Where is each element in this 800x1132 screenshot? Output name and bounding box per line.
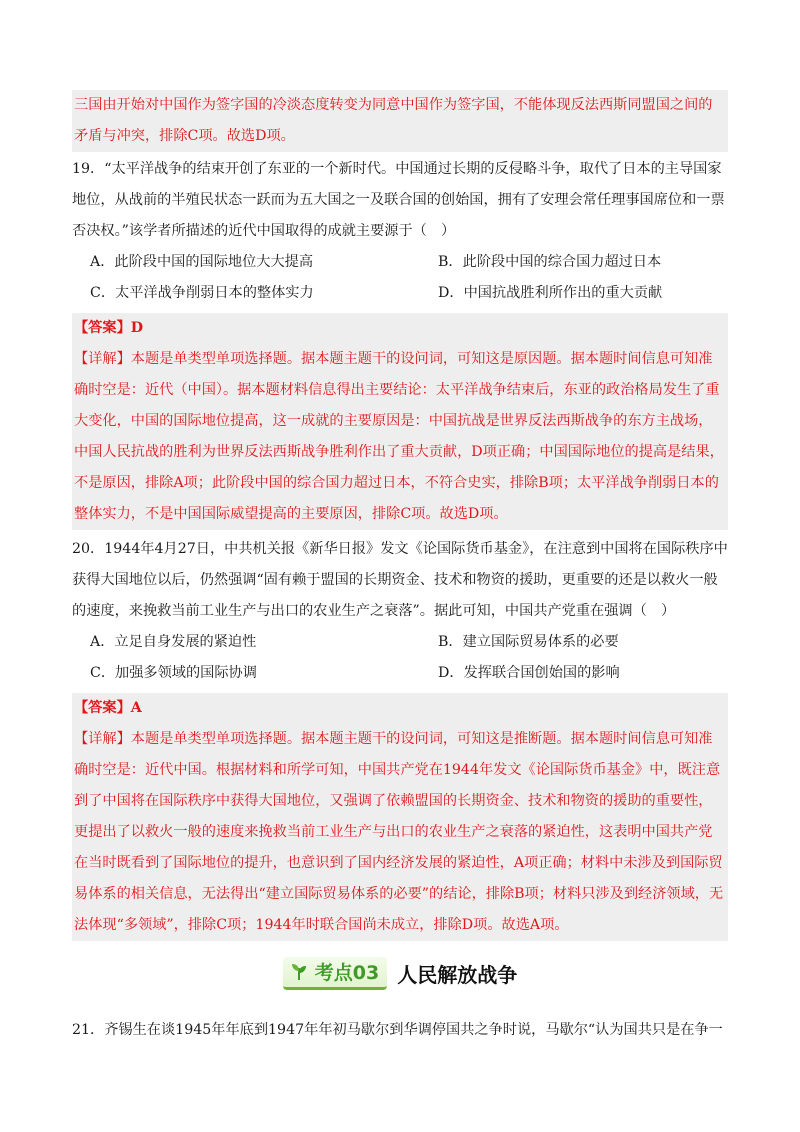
q20-option-c: C．加强多领域的国际协调 xyxy=(90,665,257,681)
q21-stem: 21．齐锡生在谈1945年年底到1947年年初马歇尔到华调停国共之争时说，马歇尔“认为国共只是在争一 xyxy=(72,1022,723,1038)
q19-option-d: D．中国抗战胜利所作出的重大贡献 xyxy=(438,285,663,301)
document-page xyxy=(72,90,728,1046)
section-title: 人民解放战争 xyxy=(397,962,518,987)
q19-stem: 19．“太平洋战争的结束开创了东亚的一个新时代。中国通过长期的反侵略斗争，取代了日本的主导国家地位，从战前的半殖民状态一跃而为五大国之一及联合国的创始国，拥有了安理会常任理事国席位和一票否决权。”该学者所描述的近代中国取得的成就主要源于（ ） xyxy=(72,161,725,239)
q20-stem: 20．1944年4月27日，中共机关报《新华日报》发文《论国际货币基金》，在注意到中国将在国际秩序中获得大国地位以后，仍然强调“固有赖于盟国的长期资金、技术和物资的援助，更重要的还是以救火一般的速度，来挽救当前工业生产与出口的农业生产之衰落”。据此可知，中国共产党重在强调（ ） xyxy=(72,541,728,619)
q19-answer-block xyxy=(72,313,728,530)
q19-explanation: 【详解】本题是单类型单项选择题。据本题主题干的设问词，可知这是原因题。据本题时间信息可知准确时空是：近代（中国）。据本题材料信息得出主要结论：太平洋战争结束后，东亚的政治格局发生了重大变化，中国的国际地位提高，这一成就的主要原因是：中国抗战是世界反法西斯战争的东方主战场，中国人民抗战的胜利为世界反法西斯战争胜利作出了重大贡献，D项正确；中国国际地位的提高是结果，不是原因，排除A项；此阶段中国的综合国力超过日本，不符合史实，排除B项；太平洋战争削弱日本的整体实力，不是中国国际威望提高的主要原因，排除C项。故选D项。 xyxy=(74,351,724,522)
q19-option-b: B．此阶段中国的综合国力超过日本 xyxy=(438,254,662,270)
q19-options xyxy=(72,247,728,309)
q20-options xyxy=(72,627,728,689)
question-19 xyxy=(72,152,728,530)
prev-explanation-block xyxy=(72,90,728,152)
q20-option-b: B．建立国际贸易体系的必要 xyxy=(438,634,619,650)
q20-answer: 【答案】A xyxy=(74,700,142,716)
q20-explanation: 【详解】本题是单类型单项选择题。据本题主题干的设问词，可知这是推断题。据本题时间信息可知准确时空是：近代中国。根据材料和所学可知，中国共产党在1944年发文《论国际货币基金》中，既注意到了中国将在国际秩序中获得大国地位，又强调了依赖盟国的长期资金、技术和物资的援助的重要性，更提出了以救火一般的速度来挽救当前工业生产与出口的农业生产之衰落的紧迫性，这表明中国共产党在当时既看到了国际地位的提升，也意识到了国内经济发展的紧迫性，A项正确；材料中未涉及到国际贸易体系的相关信息，无法得出“建立国际贸易体系的必要”的结论，排除B项；材料只涉及到经济领域，无法体现“多领域”，排除C项；1944年时联合国尚未成立，排除D项。故选A项。 xyxy=(74,731,724,933)
section-badge-text: 考点03 xyxy=(314,962,380,984)
q19-option-a: A．此阶段中国的国际地位大大提高 xyxy=(90,254,314,270)
q19-option-c: C．太平洋战争削弱日本的整体实力 xyxy=(90,285,314,301)
q20-option-d: D．发挥联合国创始国的影响 xyxy=(438,665,620,681)
q19-answer: 【答案】D xyxy=(74,320,144,336)
q20-answer-block xyxy=(72,693,728,941)
section-badge xyxy=(283,957,387,990)
leaf-icon xyxy=(289,962,309,982)
section-heading xyxy=(72,955,728,991)
q20-option-a: A．立足自身发展的紧迫性 xyxy=(90,634,257,650)
prev-explanation-text: 三国由开始对中国作为签字国的冷淡态度转变为同意中国作为签字国，不能体现反法西斯同盟国之间的矛盾与冲突，排除C项。故选D项。 xyxy=(74,97,713,144)
question-21 xyxy=(72,1015,728,1046)
question-20 xyxy=(72,530,728,941)
